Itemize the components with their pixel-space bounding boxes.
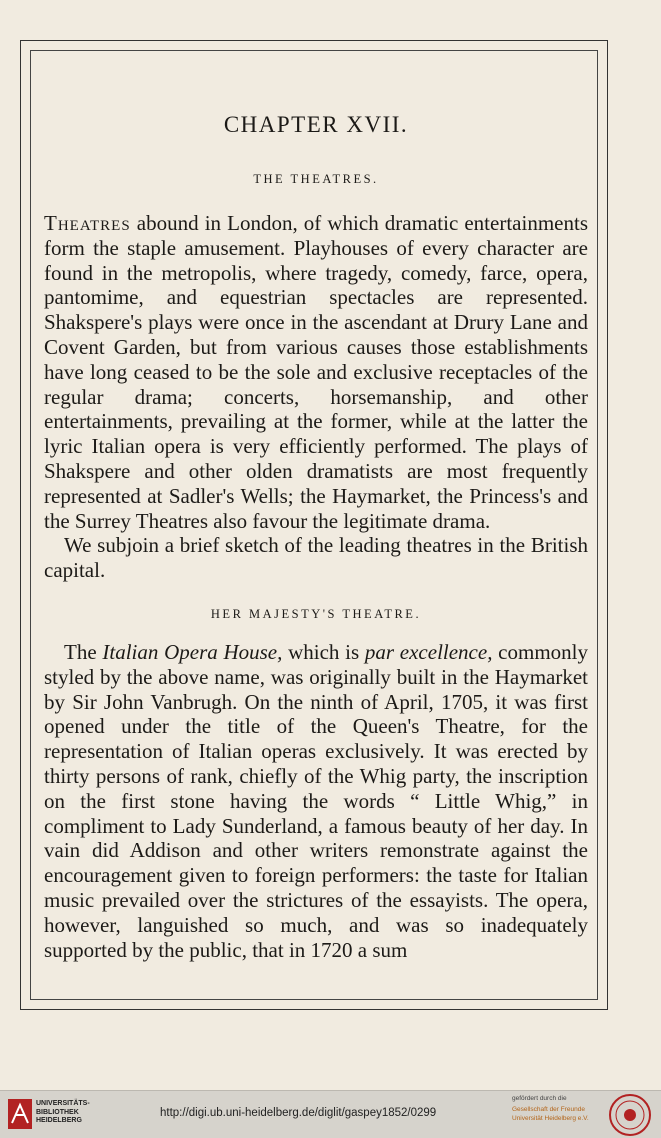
paragraph-subjoin: We subjoin a brief sketch of the leading theatres in the British capital. — [44, 533, 588, 583]
paragraph-intro — [44, 211, 588, 533]
viewer-footer — [0, 1090, 661, 1138]
page-content — [44, 110, 588, 962]
section-title-her-majestys-theatre: HER MAJESTY'S THEATRE. — [210, 606, 422, 621]
lead-word: Theatres — [44, 211, 131, 235]
paragraph-intro-text: abound in London, of which dramatic entertainments form the staple amusement. Playhouses of every character are found in the metropolis, where tragedy, comedy, farce, opera, pantomime, and equestrian spectacles are represented. Shakspere's plays were once in the ascendant at Drury Lane and Covent Garden, but from various causes those establishments have long ceased to be the sole and exclusive receptacles of the regular drama; concerts, horsemanship, and other entertainments, prevailing at the former, while at the latter the lyric Italian opera is very efficiently performed. The plays of Shakspere and other olden dramatists are most frequently represented at Sadler's Wells; the Haymarket, the Princess's and the Surrey Theatres also favour the legitimate drama. — [44, 211, 588, 533]
opera-text-rest: commonly styled by the above name, was originally built in the Haymarket by Sir John Vanbrugh. On the ninth of April, 1705, it was first opened under the title of the Queen's Theatre, for the representation of Italian operas exclusively. It was erected by thirty persons of rank, chiefly of the Whig party, the inscription on the first stone having the words “ Little Whig,” in compliment to Lady Sunderland, a famous beauty of her day. In vain did Addison and other writers remonstrate against the encouragement given to foreign performers: the taste for Italian music prevailed over the strictures of the essayists. The opera, however, languished so much, and was so inadequately supported by the public, that in 1720 a sum — [44, 639, 588, 962]
opera-italic-phrase: par excellence, — [364, 639, 493, 664]
opera-text-mid: which is — [282, 639, 365, 664]
section-title-theatres: THE THEATRES. — [253, 172, 379, 186]
sponsor-label: gefördert durch die — [512, 1095, 567, 1102]
paragraph-opera-house — [44, 640, 588, 962]
opera-text-start: The — [64, 639, 103, 664]
opera-italic-name: Italian Opera House, — [102, 639, 283, 664]
university-seal-icon[interactable] — [608, 1093, 652, 1137]
library-name[interactable]: UNIVERSITÄTS- BIBLIOTHEK HEIDELBERG — [36, 1100, 90, 1124]
permalink-url[interactable]: http://digi.ub.uni-heidelberg.de/diglit/gaspey1852/0299 — [160, 1107, 437, 1119]
university-library-logo-icon[interactable] — [8, 1099, 32, 1129]
sponsor-name[interactable]: Gesellschaft der Freunde Universität Heidelberg e.V. — [512, 1106, 589, 1122]
chapter-title: CHAPTER XVII. — [223, 112, 409, 137]
